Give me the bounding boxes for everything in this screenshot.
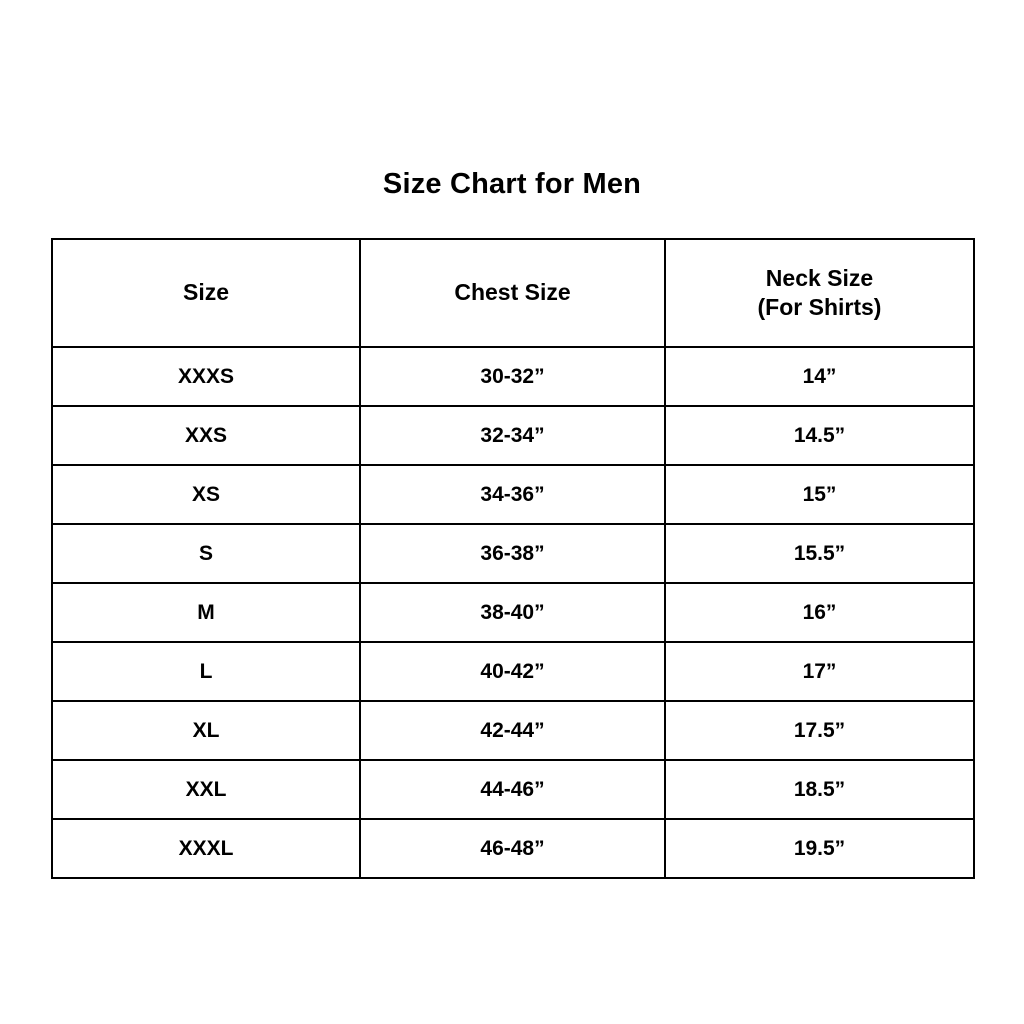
cell-neck-size: 18.5” [665, 760, 974, 819]
cell-neck-size: 19.5” [665, 819, 974, 878]
table-row [52, 701, 974, 760]
table-row [52, 760, 974, 819]
cell-chest-size: 40-42” [360, 642, 665, 701]
column-header-chest-size [360, 239, 665, 347]
cell-size: S [52, 524, 360, 583]
column-header-neck-size-label: Neck Size [765, 264, 874, 291]
table-row [52, 819, 974, 878]
cell-size: M [52, 583, 360, 642]
size-chart-table-wrapper [51, 238, 973, 879]
cell-neck-size: 16” [665, 583, 974, 642]
cell-size: XS [52, 465, 360, 524]
cell-chest-size: 42-44” [360, 701, 665, 760]
table-row [52, 583, 974, 642]
cell-size: XL [52, 701, 360, 760]
cell-neck-size: 17” [665, 642, 974, 701]
table-row [52, 347, 974, 406]
table-header [52, 239, 974, 347]
cell-size: XXL [52, 760, 360, 819]
cell-neck-size: 15.5” [665, 524, 974, 583]
cell-chest-size: 44-46” [360, 760, 665, 819]
cell-size: L [52, 642, 360, 701]
cell-chest-size: 30-32” [360, 347, 665, 406]
cell-size: XXXS [52, 347, 360, 406]
cell-neck-size: 15” [665, 465, 974, 524]
cell-chest-size: 32-34” [360, 406, 665, 465]
table-row [52, 524, 974, 583]
table-row [52, 642, 974, 701]
page-title: Size Chart for Men [382, 168, 642, 200]
table-header-row [52, 239, 974, 347]
column-header-chest-size-label: Chest Size [454, 279, 571, 306]
cell-neck-size: 14” [665, 347, 974, 406]
cell-chest-size: 34-36” [360, 465, 665, 524]
table-row [52, 465, 974, 524]
cell-chest-size: 46-48” [360, 819, 665, 878]
cell-size: XXS [52, 406, 360, 465]
size-chart-table [51, 238, 975, 879]
column-header-size [52, 239, 360, 347]
cell-neck-size: 14.5” [665, 406, 974, 465]
cell-chest-size: 36-38” [360, 524, 665, 583]
cell-size: XXXL [52, 819, 360, 878]
column-header-size-label: Size [182, 279, 230, 306]
cell-neck-size: 17.5” [665, 701, 974, 760]
column-header-neck-size [665, 239, 974, 347]
column-header-neck-size-sublabel: (For Shirts) [757, 294, 882, 320]
cell-chest-size: 38-40” [360, 583, 665, 642]
table-body [52, 347, 974, 878]
table-row [52, 406, 974, 465]
